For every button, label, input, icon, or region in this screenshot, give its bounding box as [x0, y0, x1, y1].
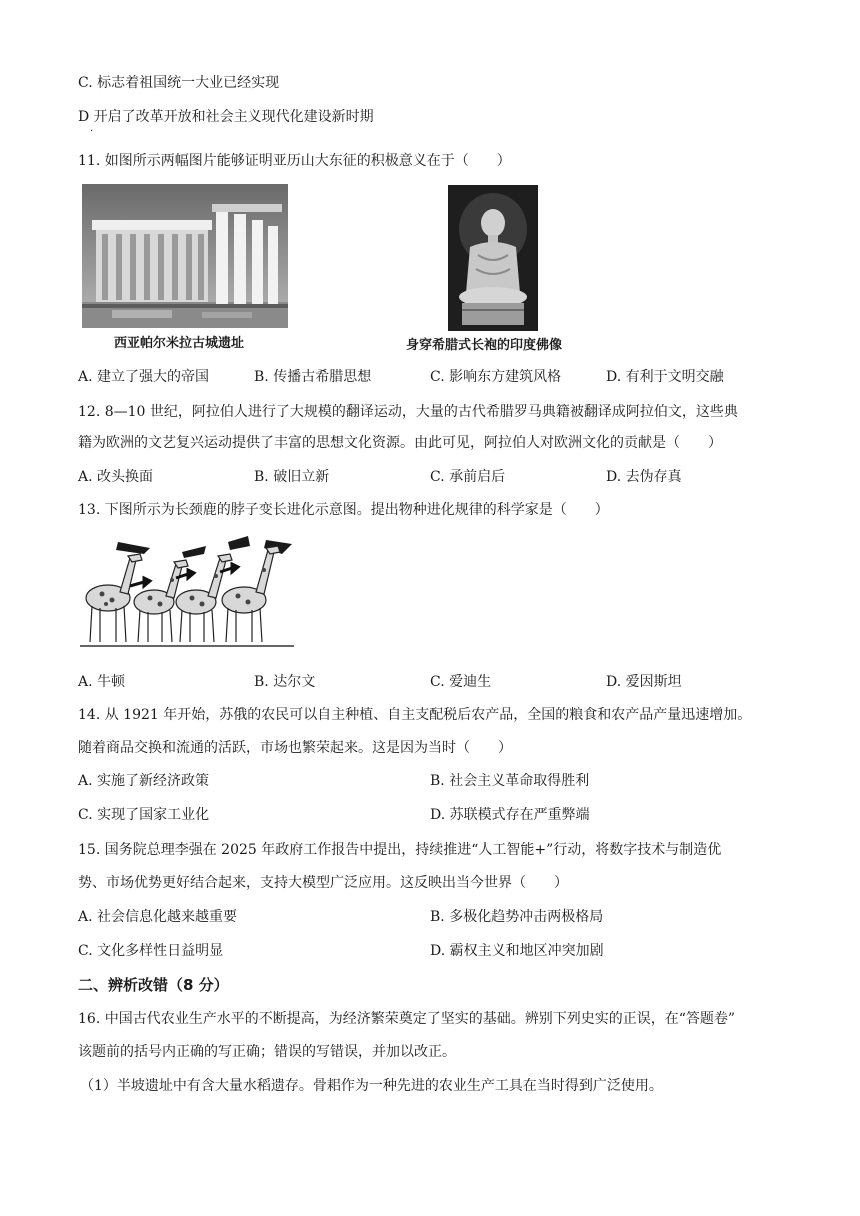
q11-option-c: C. 影响东方建筑风格 [430, 369, 562, 385]
caption-palmyra: 西亚帕尔米拉古城遗址 [114, 336, 245, 351]
q10-option-d: D 开启了改革开放和社会主义现代化建设新时期 [78, 109, 374, 125]
q14-stem-line2: 随着商品交换和流通的活跃，市场也繁荣起来。这是因为当时（ ） [78, 740, 512, 756]
q15-option-a: A. 社会信息化越来越重要 [78, 909, 238, 925]
q11-stem: 11. 如图所示两幅图片能够证明亚历山大东征的积极意义在于（ ） [78, 153, 511, 169]
q13-stem: 13. 下图所示为长颈鹿的脖子变长进化示意图。提出物种进化规律的科学家是（ ） [78, 502, 609, 518]
q15-stem-line1: 15. 国务院总理李强在 2025 年政府工作报告中提出，持续推进“人工智能+”行动，将数字技术与制造优 [78, 842, 722, 858]
q10-option-c: C. 标志着祖国统一大业已经实现 [78, 75, 280, 91]
q12-stem-line2: 籍为欧洲的文艺复兴运动提供了丰富的思想文化资源。由此可见，阿拉伯人对欧洲文化的贡献是（ ） [78, 435, 722, 451]
q16-stem-line2: 该题前的括号内正确的写正确；错误的写错误，并加以改正。 [78, 1044, 456, 1060]
q11-option-d: D. 有利于文明交融 [606, 369, 724, 385]
section-heading: 二、辨析改错（8 分） [78, 976, 229, 994]
palmyra-ruins-image [82, 184, 288, 328]
q12-option-c: C. 承前启后 [430, 469, 506, 485]
q15-stem-line2: 势、市场优势更好结合起来，支持大模型广泛应用。这反映出当今世界（ ） [78, 875, 568, 891]
q12-option-d: D. 去伪存真 [606, 469, 682, 485]
caption-buddha: 身穿希腊式长袍的印度佛像 [406, 338, 563, 353]
stray-dot: · [90, 126, 94, 137]
q12-option-b: B. 破旧立新 [254, 469, 330, 485]
q15-option-b: B. 多极化趋势冲击两极格局 [430, 909, 604, 925]
q13-option-b: B. 达尔文 [254, 674, 316, 690]
q16-stem-line1: 16. 中国古代农业生产水平的不断提高，为经济繁荣奠定了坚实的基础。辨别下列史实的正误，在“答题卷” [78, 1011, 736, 1027]
q16-item-1: （1）半坡遗址中有含大量水稻遗存。骨耜作为一种先进的农业生产工具在当时得到广泛使用。 [80, 1078, 663, 1094]
q15-option-d: D. 霸权主义和地区冲突加剧 [430, 943, 604, 959]
q14-stem-line1: 14. 从 1921 年开始，苏俄的农民可以自主种植、自主支配税后农产品，全国的粮食和农产品产量迅速增加。 [78, 707, 752, 723]
q12-option-a: A. 改头换面 [78, 469, 154, 485]
q11-option-a: A. 建立了强大的帝国 [78, 369, 210, 385]
q13-option-a: A. 牛顿 [78, 674, 126, 690]
q15-option-c: C. 文化多样性日益明显 [78, 943, 224, 959]
q14-option-d: D. 苏联模式存在严重弊端 [430, 807, 590, 823]
giraffe-evolution-image [78, 536, 298, 650]
q14-option-c: C. 实现了国家工业化 [78, 807, 210, 823]
q13-option-c: C. 爱迪生 [430, 674, 492, 690]
q13-option-d: D. 爱因斯坦 [606, 674, 682, 690]
buddha-statue-image [448, 185, 538, 331]
q14-option-a: A. 实施了新经济政策 [78, 773, 210, 789]
q11-option-b: B. 传播古希腊思想 [254, 369, 372, 385]
q12-stem-line1: 12. 8—10 世纪，阿拉伯人进行了大规模的翻译运动，大量的古代希腊罗马典籍被翻译成阿拉伯文，这些典 [78, 404, 738, 420]
q14-option-b: B. 社会主义革命取得胜利 [430, 773, 590, 789]
